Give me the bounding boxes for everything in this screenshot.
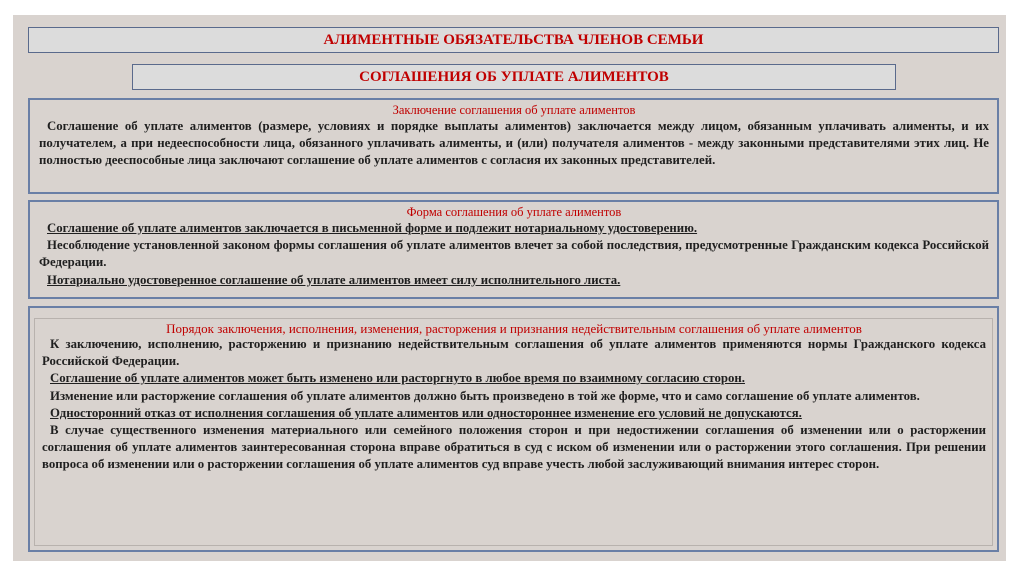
- section-form-paragraph: Несоблюдение установленной законом формы соглашения об уплате алиментов влечет за собой последствия, предусмотренные Гражданским кодекса Российской Федерации.: [39, 238, 989, 270]
- section-procedure: [28, 306, 999, 552]
- section-form-paragraph: [39, 220, 989, 237]
- section-procedure-paragraph: В случае существенного изменения материального или семейного положения сторон и при недостижении соглашения об изменении или о расторжении соглашения об уплате алиментов заинтересованная сторона вправе обратиться в суд с иском об изменении или о расторжении этого соглашения. При решении вопроса об изменении или о расторжении соглашения об уплате алиментов суд вправе учесть любой заслуживающий внимания интерес сторон.: [42, 423, 986, 472]
- section-procedure-content: [39, 321, 989, 474]
- section-conclusion-heading: Заключение соглашения об уплате алиментов: [392, 103, 636, 117]
- section-procedure-paragraph: К заключению, исполнению, расторжению и признанию недействительным соглашения об уплате алиментов применяются нормы Гражданского кодекса Российской Федерации.: [42, 337, 986, 369]
- slide-subtitle: СОГЛАШЕНИЯ ОБ УПЛАТЕ АЛИМЕНТОВ: [132, 64, 896, 90]
- section-form-paragraph: [39, 272, 989, 289]
- section-procedure-heading: Порядок заключения, исполнения, изменения, расторжения и признания недействительным соглашения об уплате алиментов: [166, 321, 862, 336]
- section-conclusion: [28, 98, 999, 194]
- slide-title: АЛИМЕНТНЫЕ ОБЯЗАТЕЛЬСТВА ЧЛЕНОВ СЕМЬИ: [28, 27, 999, 53]
- section-procedure-paragraph: [42, 405, 986, 422]
- section-procedure-paragraph: Изменение или расторжение соглашения об уплате алиментов должно быть произведено в той же форме, что и само соглашение об уплате алиментов.: [50, 388, 920, 403]
- section-form-heading: Форма соглашения об уплате алиментов: [406, 205, 622, 219]
- section-procedure-underlined-text: Односторонний отказ от исполнения соглашения об уплате алиментов или одностороннее изменение его условий не допускаются.: [50, 405, 802, 420]
- section-form: [28, 200, 999, 299]
- section-procedure-paragraph: [42, 370, 986, 387]
- slide: [13, 15, 1006, 561]
- section-form-underlined-text: Соглашение об уплате алиментов заключается в письменной форме и подлежит нотариальному удостоверению.: [47, 221, 698, 235]
- section-conclusion-text: Соглашение об уплате алиментов (размере, условиях и порядке выплаты алиментов) заключается между лицом, обязанным уплачивать алименты, и их получателем, а при недееспособности лица, обязанного уплачивать алименты, и (или) получателя алиментов - между законными представителями этих лиц. Не полностью дееспособные лица заключают соглашение об уплате алиментов с согласия их законных представителей.: [39, 119, 989, 168]
- section-form-underlined-text: Нотариально удостоверенное соглашение об уплате алиментов имеет силу исполнительного листа.: [47, 272, 621, 287]
- section-procedure-underlined-text: Соглашение об уплате алиментов может быть изменено или расторгнуто в любое время по взаимному согласию сторон.: [50, 371, 745, 386]
